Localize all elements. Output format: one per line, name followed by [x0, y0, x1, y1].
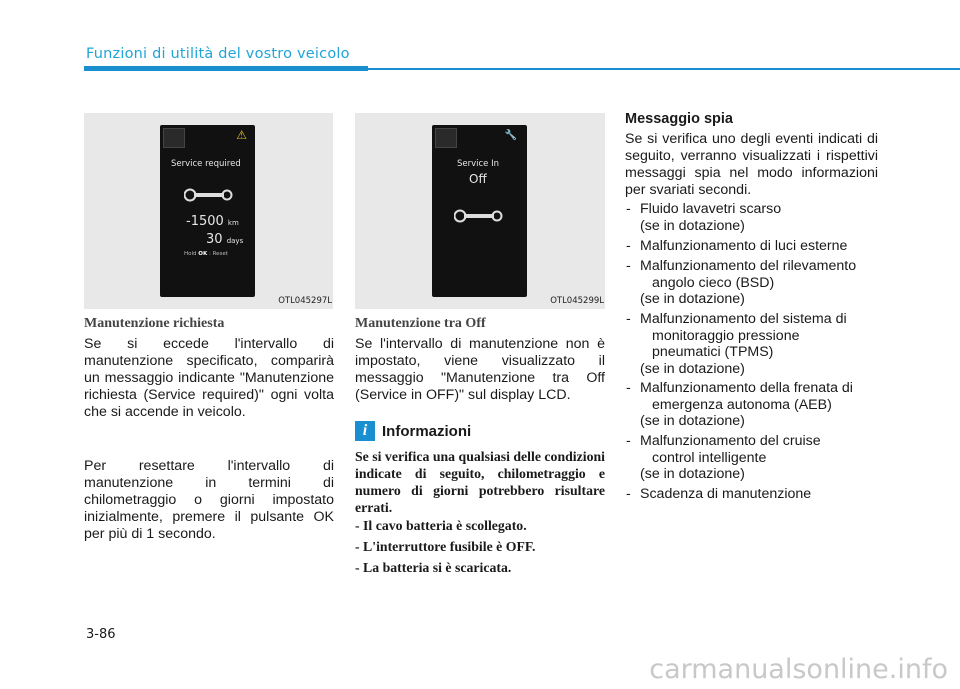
figure-code: OTL045299L [550, 296, 604, 306]
figure-service-off [355, 113, 605, 309]
list-item: - L'interruttore fusibile è OFF. [355, 539, 536, 554]
list-item-line: pneumatici (TPMS) [652, 344, 774, 360]
info-list [355, 515, 605, 578]
lcd-days-unit: days [226, 237, 244, 245]
figure-code: OTL045297L [278, 296, 332, 306]
paragraph-service-required: Se si eccede l'intervallo di manutenzione specificato, comparirà un messaggio indicante "Manutenzione richiesta (Service required)" ogni volta che si accende in veicolo. [84, 336, 334, 420]
paragraph-service-off: Se l'intervallo di manutenzione non è impostato, viene visualizzato il messaggio "Manutenzione tra Off (Service in OFF)" sul display LCD. [355, 336, 605, 403]
list-item-line: (se in dotazione) [640, 217, 745, 234]
list-item-line: Scadenza di manutenzione [640, 486, 812, 502]
lcd-status-box [435, 128, 457, 148]
heading-manutenzione-richiesta: Manutenzione richiesta [84, 316, 225, 331]
page-number: 3-86 [86, 627, 116, 642]
wrench-indicator-icon: 🔧 [504, 130, 517, 141]
header-rule-thick [84, 66, 368, 71]
section-header-title: Funzioni di utilità del vostro veicolo [86, 46, 350, 62]
lcd-hold-label: Hold [184, 251, 197, 257]
lcd-status-box [163, 128, 185, 148]
lcd-hold-hint [184, 251, 228, 257]
lcd-display [432, 125, 527, 297]
list-item-line: emergenza autonoma (AEB) [652, 396, 832, 413]
list-item-line: Fluido lavavetri scarso [640, 201, 782, 217]
lcd-display [160, 125, 255, 297]
lcd-reset-label: : Reset [208, 251, 228, 257]
list-item-line: control intelligente [652, 449, 767, 466]
list-item: - Il cavo batteria è scollegato. [355, 518, 527, 533]
list-item-line: monitoraggio pressione [652, 327, 800, 344]
wrench-icon [184, 187, 234, 203]
lcd-ok-label: OK [198, 251, 208, 257]
lcd-days [206, 232, 243, 247]
paragraph-warning-intro: Se si verifica uno degli eventi indicati di seguito, verranno visualizzati i rispettivi messaggi spia nel modo informazioni per svariati secondi. [625, 131, 878, 198]
list-item: - La batteria si è scaricata. [355, 560, 512, 575]
list-item-line: Malfunzionamento del sistema di [640, 311, 847, 327]
list-item-line: angolo cieco (BSD) [652, 274, 775, 291]
figure-service-required [84, 113, 333, 309]
lcd-line2: Off [469, 172, 487, 186]
list-item-line: Malfunzionamento del cruise [640, 433, 821, 449]
paragraph-reset: Per resettare l'intervallo di manutenzione in termini di chilometraggio o giorni impostato inizialmente, premere il pulsante OK per più di 1 secondo. [84, 458, 334, 542]
heading-messaggio-spia: Messaggio spia [625, 111, 733, 127]
wrench-icon [454, 208, 504, 224]
info-title: Informazioni [382, 423, 472, 440]
list-item-line: (se in dotazione) [640, 360, 745, 377]
warning-triangle-icon: ⚠ [236, 128, 247, 142]
list-item-line: (se in dotazione) [640, 291, 745, 307]
list-item-line: Malfunzionamento di luci esterne [640, 238, 848, 254]
watermark: carmanualsonline.info [649, 654, 948, 685]
lcd-distance-unit: km [227, 219, 239, 227]
info-body: Se si verifica una qualsiasi delle condizioni indicate di seguito, chilometraggio e numero di giorni potrebbero risultare errati. [355, 449, 605, 515]
lcd-distance [186, 214, 239, 229]
lcd-line1: Service In [457, 159, 500, 169]
heading-manutenzione-off: Manutenzione tra Off [355, 316, 486, 331]
list-item-line: Malfunzionamento della frenata di [640, 380, 853, 396]
list-item-line: (se in dotazione) [640, 466, 745, 482]
header-rule-thin [368, 68, 960, 70]
list-item-line: Malfunzionamento del rilevamento [640, 258, 857, 274]
lcd-days-value: 30 [206, 232, 223, 247]
list-item-line: (se in dotazione) [640, 413, 745, 429]
lcd-distance-value: -1500 [186, 214, 224, 229]
info-icon: i [355, 421, 375, 441]
lcd-title: Service required [171, 159, 241, 169]
